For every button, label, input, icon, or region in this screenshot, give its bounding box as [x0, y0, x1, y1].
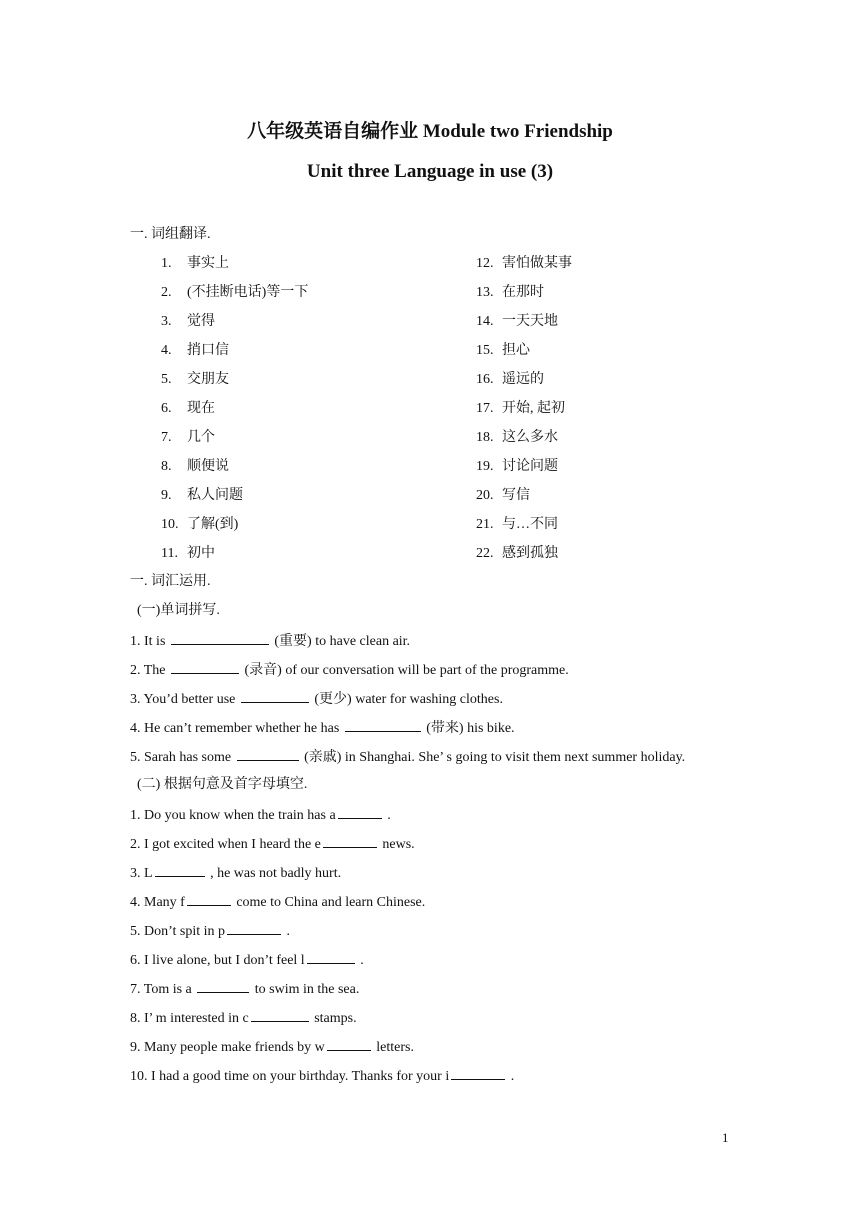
phrase-text: 现在: [187, 401, 215, 416]
phrase-item: [161, 487, 243, 505]
phrase-item: [161, 371, 229, 389]
phrase-text: 担心: [502, 343, 530, 358]
sentence-start: 7. Tom is a: [130, 982, 196, 997]
phrase-item: [476, 284, 544, 302]
sentence-end: stamps.: [310, 1011, 357, 1026]
sentence-start: 3. L: [130, 866, 153, 881]
answer-blank[interactable]: [345, 718, 421, 732]
exercise-sentence: [130, 892, 425, 912]
phrase-item: [161, 400, 215, 418]
answer-blank[interactable]: [171, 660, 239, 674]
phrase-item: [476, 545, 558, 563]
sentence-end: come to China and learn Chinese.: [232, 895, 426, 910]
phrase-text: 讨论问题: [502, 459, 558, 474]
item-number: 11.: [161, 546, 178, 561]
phrase-text: 事实上: [187, 256, 229, 271]
part1-heading: (一)单词拼写.: [137, 603, 220, 618]
item-number: 21.: [476, 517, 494, 532]
item-number: 17.: [476, 401, 494, 416]
sentence-start: 4. Many f: [130, 895, 185, 910]
sentence-start: 5. Don’t spit in p: [130, 924, 226, 939]
sentence-start: 10. I had a good time on your birthday. Thanks for your i: [130, 1069, 450, 1084]
sentence-end: news.: [378, 837, 415, 852]
phrase-item: [161, 429, 215, 447]
answer-blank[interactable]: [171, 631, 269, 645]
item-number: 1.: [161, 256, 172, 271]
phrase-item: [476, 487, 530, 505]
item-number: 6.: [161, 401, 172, 416]
exercise-sentence: [130, 863, 341, 883]
phrase-item: [476, 429, 558, 447]
document-subtitle: Unit three Language in use (3): [306, 161, 554, 182]
sentence-start: 1. Do you know when the train has a: [130, 808, 336, 823]
item-number: 3.: [161, 314, 172, 329]
phrase-item: [161, 545, 215, 563]
exercise-sentence: [130, 718, 515, 738]
sentence-end: .: [283, 924, 291, 939]
item-number: 9.: [161, 488, 172, 503]
item-number: 8.: [161, 459, 172, 474]
phrase-text: 这么多水: [502, 430, 558, 445]
answer-blank[interactable]: [451, 1066, 505, 1080]
answer-blank[interactable]: [227, 921, 281, 935]
item-number: 13.: [476, 285, 494, 300]
phrase-text: 一天天地: [502, 314, 558, 329]
sentence-start: 4. He can’t remember whether he has: [130, 721, 343, 736]
phrase-item: [476, 458, 558, 476]
phrase-item: [476, 313, 558, 331]
phrase-item: [161, 458, 229, 476]
phrase-text: 私人问题: [187, 488, 243, 503]
sentence-start: 5. Sarah has some: [130, 750, 235, 765]
item-number: 22.: [476, 546, 494, 561]
sentence-end: .: [507, 1069, 515, 1084]
answer-blank[interactable]: [338, 805, 382, 819]
item-number: 15.: [476, 343, 494, 358]
phrase-text: 交朋友: [187, 372, 229, 387]
sentence-end: (重要) to have clean air.: [270, 634, 411, 649]
sentence-start: 9. Many people make friends by w: [130, 1040, 325, 1055]
phrase-item: [476, 255, 572, 273]
answer-blank[interactable]: [155, 863, 205, 877]
exercise-sentence: [130, 689, 503, 709]
phrase-text: 开始, 起初: [502, 401, 565, 416]
exercise-sentence: [130, 660, 569, 680]
exercise-sentence: [130, 950, 364, 970]
phrase-text: (不挂断电话)等一下: [187, 285, 309, 300]
phrase-text: 觉得: [187, 314, 215, 329]
phrase-text: 感到孤独: [502, 546, 558, 561]
sentence-end: letters.: [372, 1040, 415, 1055]
item-number: 18.: [476, 430, 494, 445]
sentence-start: 3. You’d better use: [130, 692, 239, 707]
sentence-start: 6. I live alone, but I don’t feel l: [130, 953, 305, 968]
item-number: 12.: [476, 256, 494, 271]
exercise-sentence: [130, 921, 290, 941]
phrase-text: 与…不同: [502, 517, 558, 532]
answer-blank[interactable]: [197, 979, 249, 993]
phrase-item: [161, 284, 308, 302]
item-number: 7.: [161, 430, 172, 445]
part2-heading: (二) 根据句意及首字母填空.: [137, 777, 308, 792]
exercise-sentence: [130, 805, 391, 825]
item-number: 14.: [476, 314, 494, 329]
phrase-text: 捎口信: [187, 343, 229, 358]
sentence-end: to swim in the sea.: [251, 982, 360, 997]
exercise-sentence: [130, 1037, 414, 1057]
item-number: 2.: [161, 285, 172, 300]
section2-heading: 一. 词汇运用.: [130, 574, 211, 589]
phrase-item: [161, 313, 215, 331]
item-number: 5.: [161, 372, 172, 387]
phrase-item: [161, 516, 238, 534]
answer-blank[interactable]: [323, 834, 377, 848]
sentence-end: .: [383, 808, 391, 823]
exercise-sentence: [130, 1066, 514, 1086]
phrase-text: 在那时: [502, 285, 544, 300]
phrase-item: [476, 371, 544, 389]
phrase-text: 几个: [187, 430, 215, 445]
phrase-item: [476, 516, 558, 534]
sentence-end: (带来) his bike.: [422, 721, 515, 736]
phrase-text: 了解(到): [187, 517, 239, 532]
sentence-end: (更少) water for washing clothes.: [310, 692, 503, 707]
page-number: 1: [722, 1130, 729, 1145]
exercise-sentence: [130, 1008, 357, 1028]
sentence-end: .: [356, 953, 364, 968]
phrase-text: 写信: [502, 488, 530, 503]
item-number: 20.: [476, 488, 494, 503]
exercise-sentence: [130, 834, 415, 854]
phrase-item: [161, 255, 229, 273]
item-number: 10.: [161, 517, 179, 532]
phrase-item: [476, 342, 530, 360]
sentence-start: 1. It is: [130, 634, 169, 649]
sentence-start: 2. I got excited when I heard the e: [130, 837, 321, 852]
item-number: 19.: [476, 459, 494, 474]
answer-blank[interactable]: [241, 689, 309, 703]
sentence-start: 8. I’ m interested in c: [130, 1011, 249, 1026]
document-title: 八年级英语自编作业 Module two Friendship: [247, 121, 613, 142]
phrase-item: [161, 342, 229, 360]
exercise-sentence: [130, 631, 410, 651]
sentence-end: (录音) of our conversation will be part of the programme.: [241, 663, 569, 678]
phrase-item: [476, 400, 565, 418]
sentence-start: 2. The: [130, 663, 170, 678]
exercise-sentence: [130, 979, 359, 999]
sentence-end: (亲戚) in Shanghai. She’ s going to visit them next summer holiday.: [300, 750, 686, 765]
exercise-sentence: [130, 747, 685, 767]
answer-blank[interactable]: [307, 950, 355, 964]
answer-blank[interactable]: [327, 1037, 371, 1051]
phrase-text: 初中: [187, 546, 215, 561]
answer-blank[interactable]: [187, 892, 231, 906]
section1-heading: 一. 词组翻译.: [130, 227, 211, 242]
item-number: 4.: [161, 343, 172, 358]
answer-blank[interactable]: [251, 1008, 309, 1022]
answer-blank[interactable]: [237, 747, 299, 761]
phrase-text: 顺便说: [187, 459, 229, 474]
phrase-text: 遥远的: [502, 372, 544, 387]
sentence-end: , he was not badly hurt.: [206, 866, 342, 881]
item-number: 16.: [476, 372, 494, 387]
phrase-text: 害怕做某事: [502, 256, 572, 271]
